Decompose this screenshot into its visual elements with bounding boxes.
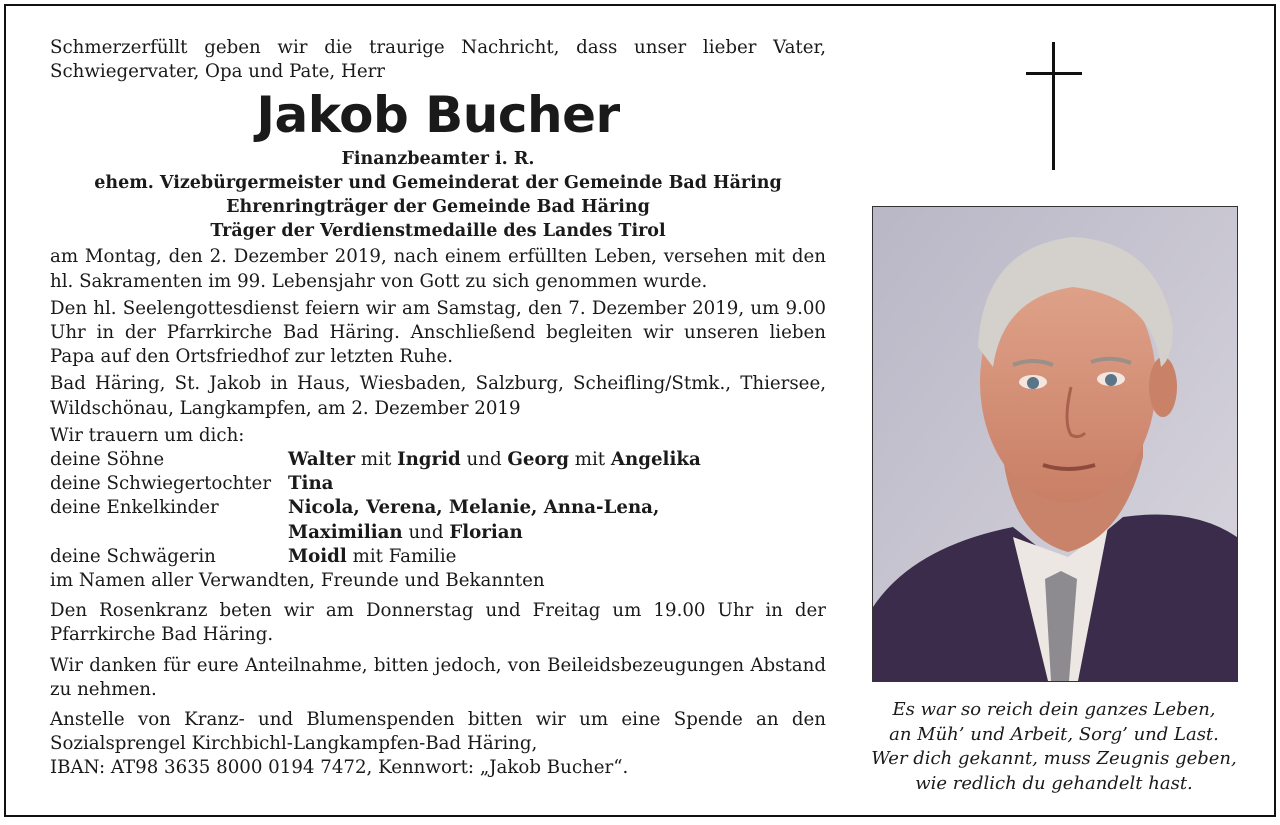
thanks-text: Wir danken für eure Anteilnahme, bitten jedoch, von Beileidsbezeugungen Abstand zu nehmen. xyxy=(50,654,826,700)
memorial-poem xyxy=(852,698,1256,796)
grandchildren-names-line2: Maximilian und Florian xyxy=(288,521,523,543)
poem-line: an Müh’ und Arbeit, Sorg’ und Last. xyxy=(889,723,1219,745)
sons-label: deine Söhne xyxy=(50,449,165,471)
title-line: Träger der Verdienstmedaille des Landes Tirol xyxy=(210,221,666,242)
family-list xyxy=(50,448,826,569)
title-line: Ehrenringträger der Gemeinde Bad Häring xyxy=(226,197,650,218)
portrait-photo xyxy=(872,206,1238,682)
funeral-service-text: Den hl. Seelengottesdienst feiern wir am Samstag, den 7. Dezember 2019, um 9.00 Uhr in der Pfarrkirche Bad Häring. Anschließend begleiten wir unseren lieben Papa auf den Ortsfriedhof zur letzten Ruhe. xyxy=(50,297,826,368)
poem-line: Wer dich gekannt, muss Zeugnis geben, xyxy=(871,748,1237,769)
sister-in-law-label: deine Schwägerin xyxy=(50,545,216,567)
title-line: ehem. Vizebürgermeister und Gemeinderat der Gemeinde Bad Häring xyxy=(94,173,782,194)
donation-text: Anstelle von Kranz- und Blumenspenden bitten wir um eine Spende an den Sozialsprengel Kirchbichl-Langkampfen-Bad Häring, xyxy=(50,709,826,755)
iban-text: IBAN: AT98 3635 8000 0194 7472, Kennwort: „Jakob Bucher“. xyxy=(50,757,629,779)
daughter-in-law-name: Tina xyxy=(288,473,334,495)
rosary-text: Den Rosenkranz beten wir am Donnerstag und Freitag um 19.00 Uhr in der Pfarrkirche Bad Häring. xyxy=(50,600,826,646)
places-date-text: Bad Häring, St. Jakob in Haus, Wiesbaden, Salzburg, Scheifling/Stmk., Thiersee, Wildschönau, Langkampfen, am 2. Dezember 2019 xyxy=(50,373,826,419)
honorary-titles xyxy=(50,147,826,243)
relatives-text: im Namen aller Verwandten, Freunde und Bekannten xyxy=(50,570,545,592)
deceased-name: Jakob Bucher xyxy=(256,86,620,145)
cross-icon xyxy=(1026,42,1082,170)
sons-names: Walter mit Ingrid und Georg mit Angelika xyxy=(288,449,701,471)
death-notice-text: am Montag, den 2. Dezember 2019, nach einem erfüllten Leben, versehen mit den hl. Sakramenten im 99. Lebensjahr von Gott zu sich genommen wurde. xyxy=(50,246,826,292)
grandchildren-names-line1: Nicola, Verena, Melanie, Anna-Lena, xyxy=(288,497,660,519)
poem-line: wie redlich du gehandelt hast. xyxy=(915,772,1193,794)
sister-in-law-name: Moidl mit Familie xyxy=(288,545,457,567)
obituary-notice xyxy=(4,4,1276,817)
grandchildren-label: deine Enkelkinder xyxy=(50,497,219,519)
title-line: Finanzbeamter i. R. xyxy=(341,149,535,170)
poem-line: Es war so reich dein ganzes Leben, xyxy=(892,699,1216,720)
mourn-heading: Wir trauern um dich: xyxy=(50,424,245,446)
daughter-in-law-label: deine Schwiegertochter xyxy=(50,473,272,495)
intro-text: Schmerzerfüllt geben wir die traurige Nachricht, dass unser lieber Vater, Schwiegervater, Opa und Pate, Herr xyxy=(50,37,826,83)
notice-text-column xyxy=(50,36,826,781)
portrait-illustration xyxy=(873,207,1237,681)
